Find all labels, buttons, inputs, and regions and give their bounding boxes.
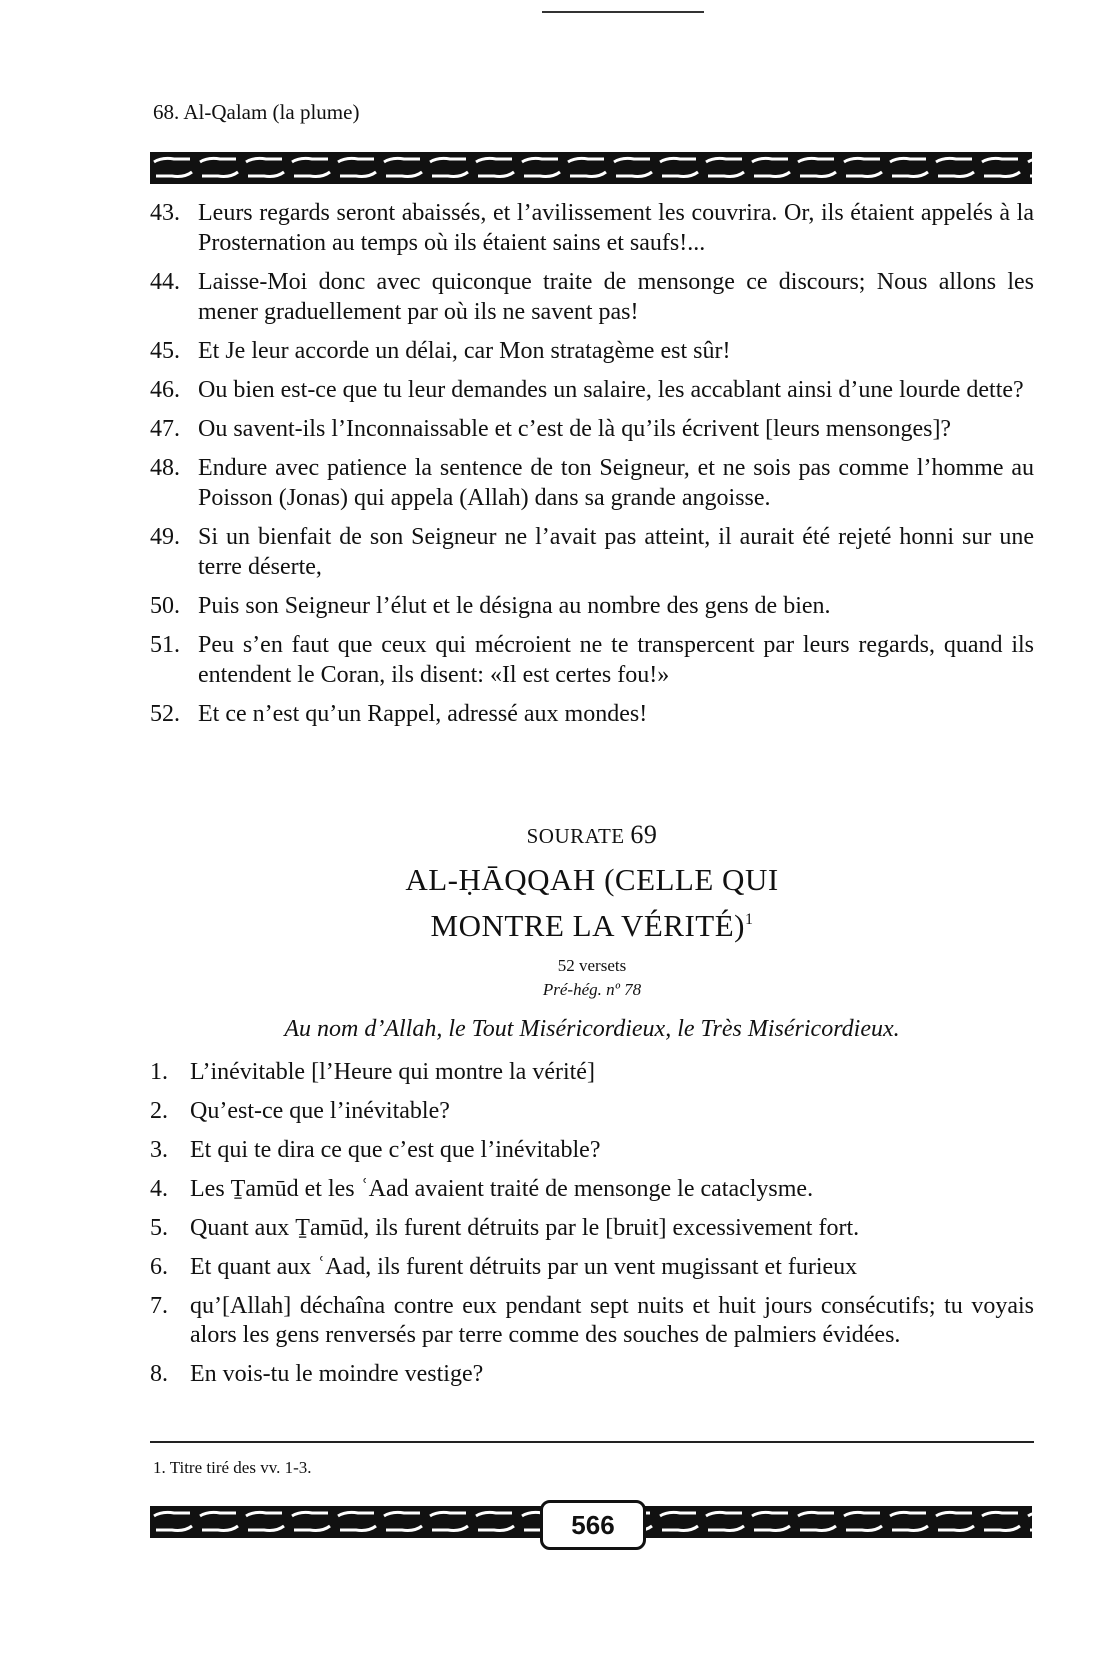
verse <box>150 1175 1034 1204</box>
verse-number: 51. <box>150 632 180 658</box>
chain-ornament <box>150 152 1032 184</box>
sourate-title-line2: MONTRE LA VÉRITÉ) <box>430 908 745 943</box>
sourate-label <box>150 820 1034 850</box>
page-number: 566 <box>540 1500 646 1550</box>
sourate-title-line1: AL-ḤĀQQAH (CELLE QUI <box>405 862 779 897</box>
verse <box>150 375 1034 405</box>
verse-number: 1. <box>150 1059 168 1085</box>
running-head: 68. Al-Qalam (la plume) <box>153 100 360 124</box>
verse <box>150 1136 1034 1165</box>
verse <box>150 1058 1034 1087</box>
verse <box>150 336 1034 366</box>
verse-number: 50. <box>150 593 180 619</box>
verse-number: 5. <box>150 1215 168 1241</box>
verse-text: En vois-tu le moindre vestige? <box>190 1361 484 1387</box>
verse-text: Puis son Seigneur l’élut et le désigna au nombre des gens de bien. <box>198 593 831 619</box>
verses-top <box>150 198 1034 738</box>
ornamental-band-top <box>150 152 1032 184</box>
verses-bottom <box>150 1058 1034 1399</box>
verse-text: Endure avec patience la sentence de ton Seigneur, et ne sois pas comme l’homme au Poisson (Jonas) qui appela (Allah) dans sa grande angoisse. <box>198 455 1034 511</box>
verse-number: 4. <box>150 1176 168 1202</box>
top-rule <box>542 11 704 13</box>
verse-text: Laisse-Moi donc avec quiconque traite de mensonge ce discours; Nous allons les mener graduellement par où ils ne savent pas! <box>198 269 1034 325</box>
verse-text: Et qui te dira ce que c’est que l’inévitable? <box>190 1137 601 1163</box>
verse <box>150 414 1034 444</box>
verse <box>150 198 1034 258</box>
sourate-number: 69 <box>630 820 658 849</box>
verse <box>150 453 1034 513</box>
verse-text: Et ce n’est qu’un Rappel, adressé aux mondes! <box>198 701 648 727</box>
verse-text: Peu s’en faut que ceux qui mécroient ne te transpercent par leurs regards, quand ils entendent le Coran, ils disent: «Il est certes fou!» <box>198 632 1034 688</box>
verse <box>150 1097 1034 1126</box>
verse-text: Si un bienfait de son Seigneur ne l’avait pas atteint, il aurait été rejeté honni sur une terre déserte, <box>198 524 1034 580</box>
verse <box>150 699 1034 729</box>
verse <box>150 591 1034 621</box>
basmala: Au nom d’Allah, le Tout Miséricordieux, le Très Miséricordieux. <box>284 1016 900 1042</box>
verse-text: L’inévitable [l’Heure qui montre la vérité] <box>190 1059 595 1085</box>
verse-number: 8. <box>150 1361 168 1387</box>
verse-text: qu’[Allah] déchaîna contre eux pendant sept nuits et huit jours consécutifs; tu voyais alors les gens renversés par terre comme des souches de palmiers évidées. <box>190 1293 1034 1348</box>
verse-text: Qu’est-ce que l’inévitable? <box>190 1098 450 1124</box>
verse <box>150 1214 1034 1243</box>
verse-text: Leurs regards seront abaissés, et l’avilissement les couvrira. Or, ils étaient appelés à la Prosternation au temps où ils étaient sains et saufs!... <box>198 200 1034 256</box>
verse <box>150 267 1034 327</box>
verse-text: Et Je leur accorde un délai, car Mon stratagème est sûr! <box>198 338 731 364</box>
verse-number: 47. <box>150 416 180 442</box>
verse-number: 43. <box>150 200 180 226</box>
verse <box>150 1292 1034 1350</box>
verse-text: Et quant aux ʿAad, ils furent détruits par un vent mugissant et furieux <box>190 1254 858 1280</box>
verse-number: 6. <box>150 1254 168 1280</box>
verse <box>150 1360 1034 1389</box>
verse-number: 7. <box>150 1293 168 1319</box>
verse-number: 49. <box>150 524 180 550</box>
footnote-mark: 1 <box>744 911 754 928</box>
footnote: 1. Titre tiré des vv. 1-3. <box>153 1458 312 1477</box>
verse <box>150 522 1034 582</box>
footnote-rule <box>150 1441 1034 1443</box>
verse-number: 52. <box>150 701 180 727</box>
verse <box>150 630 1034 690</box>
verse-text: Quant aux Ṯamūd, ils furent détruits par le [bruit] excessivement fort. <box>190 1215 860 1241</box>
verse-number: 2. <box>150 1098 168 1124</box>
sourate-heading <box>150 820 1034 1000</box>
verse-text: Ou savent-ils l’Inconnaissable et c’est de là qu’ils écrivent [leurs mensonges]? <box>198 416 952 442</box>
verse-number: 3. <box>150 1137 168 1163</box>
chronology-reference: Pré-hég. nº 78 <box>542 980 642 999</box>
verse-number: 45. <box>150 338 180 364</box>
verse-number: 44. <box>150 269 180 295</box>
sourate-title <box>150 860 1034 946</box>
verse-count: 52 versets <box>557 956 627 975</box>
verse-text: Ou bien est-ce que tu leur demandes un salaire, les accablant ainsi d’une lourde dette? <box>198 377 1024 403</box>
sourate-word: SOURATE <box>526 824 625 848</box>
verse-number: 48. <box>150 455 180 481</box>
verse <box>150 1253 1034 1282</box>
verse-number: 46. <box>150 377 180 403</box>
verse-text: Les Ṯamūd et les ʿAad avaient traité de mensonge le cataclysme. <box>190 1176 814 1202</box>
